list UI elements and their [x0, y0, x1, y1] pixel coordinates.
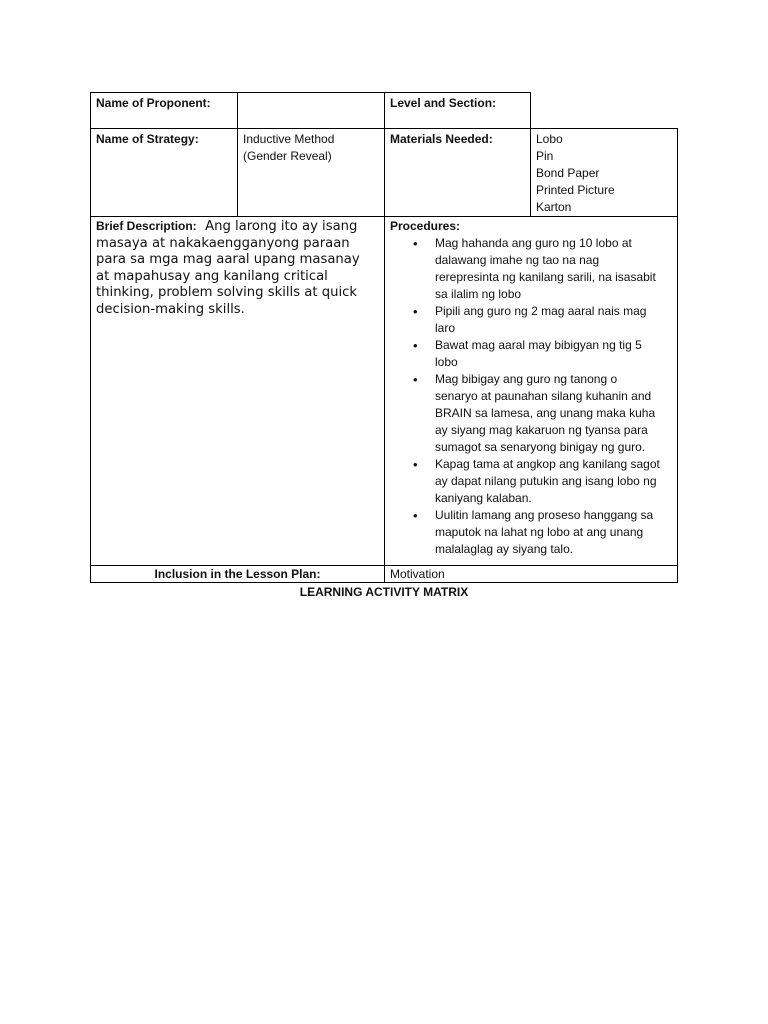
description-line: decision-making skills.	[96, 301, 245, 317]
strategy-value-line: Inductive Method	[243, 132, 335, 146]
procedure-line: laro	[435, 321, 456, 335]
level-label: Level and Section:	[390, 96, 497, 110]
procedures-label: Procedures:	[390, 219, 461, 233]
material-item: Lobo	[536, 132, 563, 146]
description-line: thinking, problem solving skills at quick	[96, 285, 358, 300]
procedure-item	[390, 456, 672, 507]
procedures-list	[390, 235, 672, 558]
inclusion-value: Motivation	[390, 567, 445, 581]
level-label-cell	[384, 92, 531, 129]
procedure-line: sa ilalim ng lobo	[435, 287, 522, 301]
procedure-line: BRAIN sa lamesa, ang unang maka kuha	[435, 406, 656, 420]
inclusion-label: Inclusion in the Lesson Plan:	[154, 567, 321, 581]
inclusion-value-cell	[384, 565, 678, 583]
procedure-line: sumagot sa senaryong binigay ng guro.	[435, 440, 646, 454]
procedure-item	[390, 235, 672, 303]
procedure-line: • Bawat mag aaral may bibigyan ng tig 5	[435, 338, 642, 352]
strategy-value-line: (Gender Reveal)	[243, 149, 332, 163]
description-text	[96, 218, 379, 318]
procedure-line: lobo	[435, 355, 458, 369]
description-line: masaya at nakakaengganyong paraan	[96, 235, 350, 251]
procedure-line: • Mag hahanda ang guro ng 10 lobo at	[435, 236, 632, 250]
procedure-line: • Mag bibigay ang guro ng tanong o	[435, 372, 618, 386]
procedures-cell	[384, 216, 678, 566]
procedure-item	[390, 337, 672, 371]
material-item: Pin	[536, 149, 554, 163]
procedure-line: • Pipili ang guro ng 2 mag aaral nais mag	[435, 304, 647, 318]
description-line: para sa mga mag aaral upang masanay	[96, 252, 360, 267]
strategy-label-cell	[90, 128, 238, 217]
materials-label: Materials Needed:	[390, 132, 493, 146]
description-line: at mapahusay ang kanilang critical	[96, 268, 328, 284]
material-item: Karton	[536, 200, 572, 214]
materials-list-cell	[530, 128, 678, 217]
proponent-label: Name of Proponent:	[96, 96, 211, 110]
material-item: Bond Paper	[536, 166, 600, 180]
proponent-label-cell	[90, 92, 238, 129]
procedure-line: • Uulitin lamang ang proseso hanggang sa	[435, 508, 654, 522]
procedure-line: kaniyang kalaban.	[435, 491, 532, 505]
procedure-item	[390, 507, 672, 558]
description-cell	[90, 216, 385, 566]
material-item: Printed Picture	[536, 183, 615, 197]
procedure-line: senaryo at paunahan silang kuhanin and	[435, 389, 652, 403]
procedure-line: dalawang imahe ng tao na nag	[435, 253, 600, 267]
procedure-line: rerepresinta ng kanilang sarili, na isasabit	[435, 270, 656, 284]
procedure-line: ay siyang mag kakaruon ng tyansa para	[435, 423, 648, 437]
strategy-value-cell	[237, 128, 385, 217]
procedure-item	[390, 371, 672, 456]
procedure-line: • Kapag tama at angkop ang kanilang sagot	[435, 457, 660, 471]
document-title: LEARNING ACTIVITY MATRIX	[299, 585, 469, 599]
procedure-item	[390, 303, 672, 337]
strategy-label: Name of Strategy:	[96, 132, 199, 146]
description-line: Ang larong ito ay isang	[205, 219, 358, 234]
procedure-line: malalaglag ay siyang talo.	[435, 542, 574, 556]
procedure-line: ay dapat nilang putukin ang isang lobo ng	[435, 474, 657, 488]
proponent-value-cell	[237, 92, 385, 129]
materials-label-cell	[384, 128, 531, 217]
inclusion-label-cell	[90, 565, 385, 583]
procedure-line: maputok na lahat ng lobo at ang unang	[435, 525, 644, 539]
description-label: Brief Description:	[96, 219, 197, 233]
